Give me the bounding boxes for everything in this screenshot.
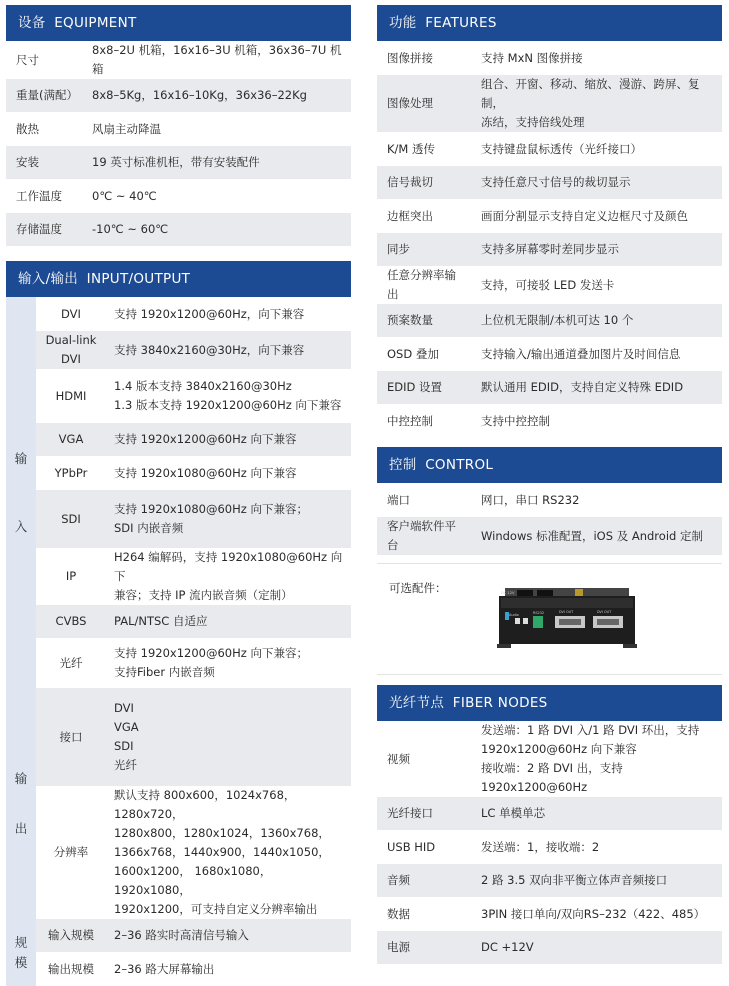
spec-key: 安装 [6,146,84,179]
equipment-title-en: EQUIPMENT [54,15,137,31]
fiber-key: 视频 [377,721,473,797]
spec-key: 工作温度 [6,179,84,213]
fiber-value: LC 单模单芯 [473,797,722,830]
feature-key: 图像拼接 [377,41,473,75]
table-row [377,404,722,438]
control-table [377,483,722,555]
feature-value: 支持键盘鼠标透传（光纤接口） [473,132,722,166]
equipment-title-cn: 设备 [18,15,46,31]
io-title-cn: 输入/输出 [18,271,79,287]
fiber-key: 光纤接口 [377,797,473,830]
feature-value: 组合、开窗、移动、缩放、漫游、跨屏、复制， 冻结，支持倍线处理 [473,75,722,132]
feature-value: 支持输入/输出通道叠加图片及时间信息 [473,337,722,371]
table-row [377,931,722,964]
table-row [377,41,722,75]
features-title-en: FEATURES [425,15,497,31]
table-row [6,786,351,919]
left-column [6,5,351,986]
fiber-key: 电源 [377,931,473,964]
right-column [377,5,722,964]
feature-key: OSD 叠加 [377,337,473,371]
io-key: DVI [36,297,106,331]
control-key: 客户端软件平台 [377,517,473,555]
table-row [6,638,351,688]
fiber-table [377,721,722,964]
io-value: 支持 3840x2160@30Hz，向下兼容 [106,331,351,369]
spec-value: 8x8–2U 机箱，16x16–3U 机箱，36x36–7U 机箱 [84,41,351,79]
equipment-table [6,41,351,246]
table-row [377,830,722,864]
svg-text:RS232: RS232 [533,611,544,615]
scale-category: 规 模 [6,919,36,986]
control-value: Windows 标准配置，iOS 及 Android 定制 [473,517,722,555]
fiber-title-cn: 光纤节点 [389,695,445,711]
features-header [377,5,722,41]
table-row [377,266,722,304]
io-value: PAL/NTSC 自适应 [106,605,351,638]
io-key: 分辨率 [36,786,106,919]
fiber-node-device-image [497,578,637,658]
table-row [6,146,351,179]
table-row [377,371,722,404]
spec-value: 0℃ ~ 40℃ [84,179,351,213]
svg-text:DVI OUT: DVI OUT [597,610,612,614]
io-key: YPbPr [36,456,106,490]
fiber-title-en: FIBER NODES [452,695,548,711]
feature-key: 同步 [377,233,473,266]
fiber-value: DC +12V [473,931,722,964]
io-key: IP [36,548,106,605]
features-table [377,41,722,438]
svg-text:DVI OUT: DVI OUT [559,610,574,614]
feature-key: 任意分辨率输出 [377,266,473,304]
feature-key: 图像处理 [377,75,473,132]
table-row [6,490,351,548]
table-row [6,605,351,638]
table-row [377,337,722,371]
table-row [377,166,722,199]
table-row [6,952,351,986]
feature-key: 边框突出 [377,199,473,233]
feature-value: 支持任意尺寸信号的裁切显示 [473,166,722,199]
table-row [377,897,722,931]
io-value: 默认支持 800x600，1024x768，1280x720， 1280x800，1280x1024，1360x768， 1366x768，1440x900，1440x1050， 1600x1200， 1680x1080，1920x1080， 1920x1200，可支持自定义分辨率输出 [106,786,351,919]
io-value: DVI VGA SDI 光纤 [106,688,351,786]
table-row [377,233,722,266]
table-row [377,864,722,897]
io-value: 支持 1920x1200@60Hz 向下兼容 [106,423,351,456]
feature-value: 支持，可接驳 LED 发送卡 [473,266,722,304]
feature-key: 信号裁切 [377,166,473,199]
fiber-value: 发送端：1 路 DVI 入/1 路 DVI 环出，支持 1920x1200@60Hz 向下兼容 接收端：2 路 DVI 出，支持 1920x1200@60Hz [473,721,722,797]
io-value: 2–36 路大屏幕输出 [106,952,351,986]
io-value: 支持 1920x1200@60Hz 向下兼容； 支持Fiber 内嵌音频 [106,638,351,688]
table-row [6,79,351,112]
table-row [6,423,351,456]
io-key: HDMI [36,369,106,423]
io-value: 1.4 版本支持 3840x2160@30Hz 1.3 版本支持 1920x1200@60Hz 向下兼容 [106,369,351,423]
spec-value: 风扇主动降温 [84,112,351,146]
feature-key: 中控控制 [377,404,473,438]
table-row [6,297,351,331]
fiber-header [377,685,722,721]
io-title-en: INPUT/OUTPUT [86,271,191,287]
table-row [377,199,722,233]
table-row [6,112,351,146]
io-key: VGA [36,423,106,456]
io-header [6,261,351,297]
table-row [377,304,722,337]
control-title-en: CONTROL [425,457,494,473]
io-value: 2–36 路实时高清信号输入 [106,919,351,952]
fiber-value: 2 路 3.5 双向非平衡立体声音频接口 [473,864,722,897]
io-key: 输入规模 [36,919,106,952]
io-table [6,297,351,986]
table-row [6,456,351,490]
io-key: 光纤 [36,638,106,688]
table-row [6,688,351,786]
feature-key: K/M 透传 [377,132,473,166]
table-row [6,369,351,423]
feature-value: 画面分割显示支持自定义边框尺寸及颜色 [473,199,722,233]
table-row [377,75,722,132]
feature-key: 预案数量 [377,304,473,337]
accessory-label: 可选配件： [389,581,447,595]
output-category: 输 出 [6,688,36,919]
table-row [377,797,722,830]
table-row [377,517,722,555]
spec-value: 8x8–5Kg，16x16–10Kg，36x36–22Kg [84,79,351,112]
table-row [6,919,351,952]
table-row [6,548,351,605]
table-row [377,721,722,797]
table-row [6,41,351,79]
table-row [6,179,351,213]
fiber-key: 音频 [377,864,473,897]
fiber-value: 发送端：1，接收端：2 [473,830,722,864]
input-category: 输 入 [6,297,36,688]
feature-value: 默认通用 EDID，支持自定义特殊 EDID [473,371,722,404]
control-title-cn: 控制 [389,457,417,473]
io-value: 支持 1920x1080@60Hz 向下兼容 [106,456,351,490]
feature-value: 支持 MxN 图像拼接 [473,41,722,75]
fiber-key: 数据 [377,897,473,931]
fiber-key: USB HID [377,830,473,864]
control-key: 端口 [377,483,473,517]
table-row [377,483,722,517]
table-row [6,213,351,246]
fiber-value: 3PIN 接口单向/双向RS–232（422、485） [473,897,722,931]
table-row [377,132,722,166]
control-header [377,447,722,483]
control-value: 网口，串口 RS232 [473,483,722,517]
spec-key: 重量(满配） [6,79,84,112]
spec-key: 存储温度 [6,213,84,246]
io-key: Dual-link DVI [36,331,106,369]
feature-value: 上位机无限制/本机可达 10 个 [473,304,722,337]
io-value: 支持 1920x1080@60Hz 向下兼容； SDI 内嵌音频 [106,490,351,548]
table-row [6,331,351,369]
features-title-cn: 功能 [389,15,417,31]
io-key: 接口 [36,688,106,786]
feature-value: 支持中控控制 [473,404,722,438]
svg-text:DC 12V: DC 12V [501,591,515,595]
feature-value: 支持多屏幕零时差同步显示 [473,233,722,266]
equipment-header [6,5,351,41]
svg-text:Audio: Audio [509,613,519,617]
feature-key: EDID 设置 [377,371,473,404]
io-value: 支持 1920x1200@60Hz，向下兼容 [106,297,351,331]
spec-key: 尺寸 [6,41,84,79]
optional-accessory [377,563,722,675]
io-key: SDI [36,490,106,548]
io-key: CVBS [36,605,106,638]
spec-value: -10℃ ~ 60℃ [84,213,351,246]
io-key: 输出规模 [36,952,106,986]
spec-value: 19 英寸标准机柜，带有安装配件 [84,146,351,179]
spec-key: 散热 [6,112,84,146]
io-value: H264 编解码，支持 1920x1080@60Hz 向下 兼容；支持 IP 流内嵌音频（定制） [106,548,351,605]
